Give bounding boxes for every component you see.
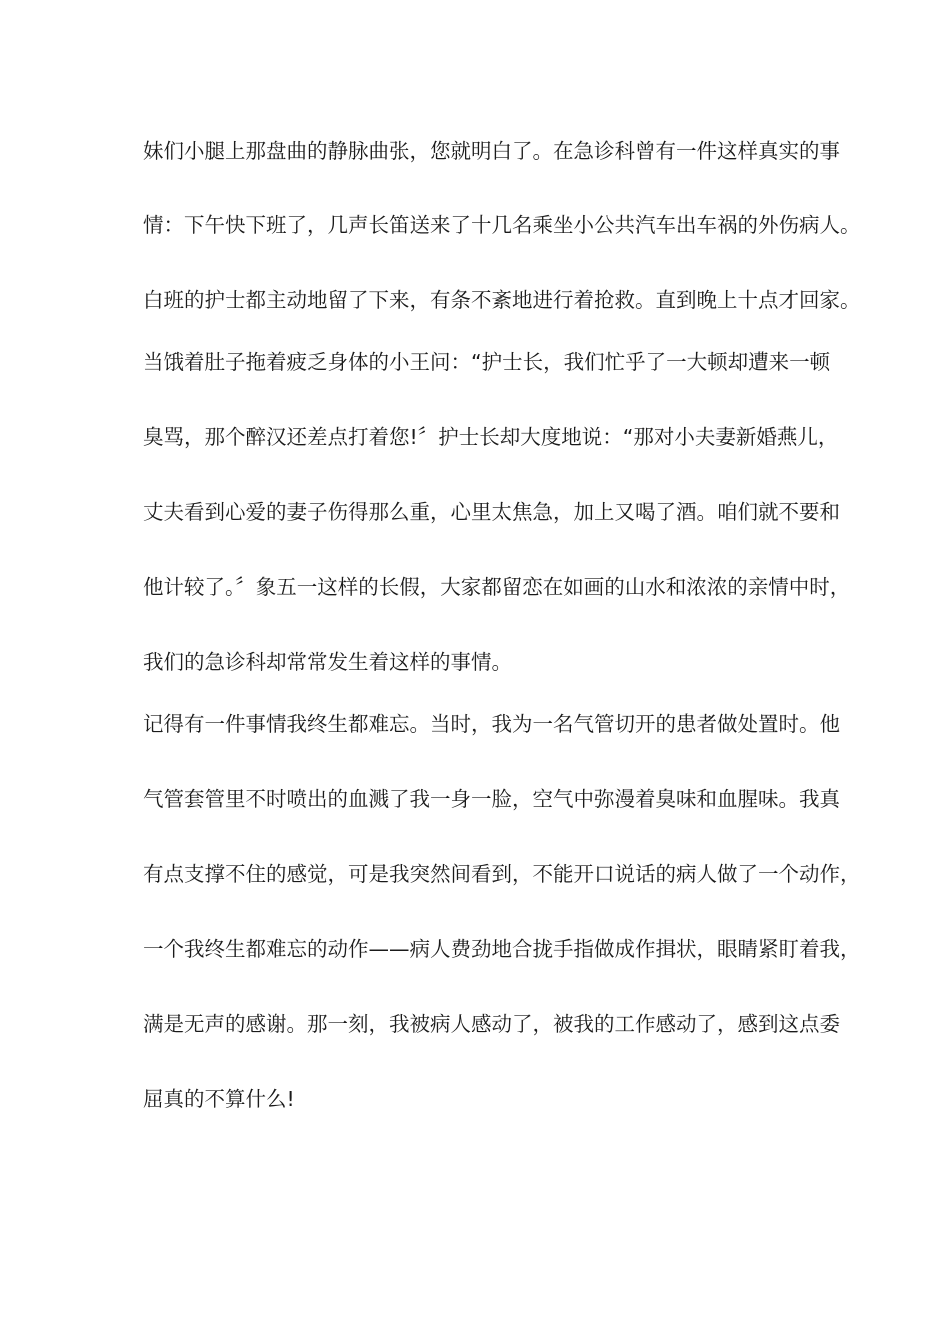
text-line: 气管套管里不时喷出的血溅了我一身一脸，空气中弥漫着臭味和血腥味。我真 bbox=[143, 787, 840, 811]
text-line: 有点支撑不住的感觉，可是我突然间看到，不能开口说话的病人做了一个动作， bbox=[143, 862, 861, 886]
text-line: 妹们小腿上那盘曲的静脉曲张，您就明白了。在急诊科曾有一件这样真实的事 bbox=[143, 139, 840, 163]
text-line: 满是无声的感谢。那一刻，我被病人感动了，被我的工作感动了，感到这点委 bbox=[143, 1012, 840, 1036]
text-line: 白班的护士都主动地留了下来，有条不紊地进行着抢救。直到晚上十点才回家。 bbox=[143, 288, 861, 312]
text-line: 当饿着肚子拖着疲乏身体的小王问：“护士长，我们忙乎了一大顿却遭来一顿 bbox=[143, 350, 831, 374]
text-line: 屈真的不算什么! bbox=[143, 1087, 295, 1111]
text-line: 我们的急诊科却常常发生着这样的事情。 bbox=[143, 650, 512, 674]
text-line: 他计较了。〞象五一这样的长假，大家都留恋在如画的山水和浓浓的亲情中时， bbox=[143, 575, 851, 599]
text-line: 一个我终生都难忘的动作——病人费劲地合拢手指做成作揖状，眼睛紧盯着我， bbox=[143, 937, 861, 961]
text-line: 臭骂，那个醉汉还差点打着您!〞护士长却大度地说：“那对小夫妻新婚燕儿， bbox=[143, 425, 839, 449]
text-line: 记得有一件事情我终生都难忘。当时，我为一名气管切开的患者做处置时。他 bbox=[143, 712, 840, 736]
text-line: 情：下午快下班了，几声长笛送来了十几名乘坐小公共汽车出车祸的外伤病人。 bbox=[143, 213, 861, 237]
text-line: 丈夫看到心爱的妻子伤得那么重，心里太焦急，加上又喝了酒。咱们就不要和 bbox=[143, 500, 840, 524]
